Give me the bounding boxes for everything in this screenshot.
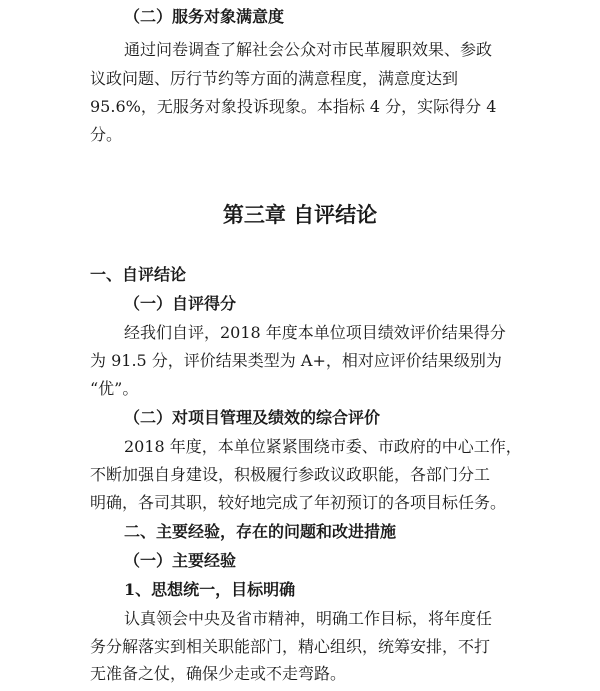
paragraph-line: 2018 年度，本单位紧紧围绕市委、市政府的中心工作， (124, 437, 522, 456)
heading-self-evaluation-conclusion: 一、自评结论 (90, 265, 187, 284)
heading-service-satisfaction: （二）服务对象满意度 (124, 7, 285, 26)
paragraph-line: 经我们自评，2018 年度本单位项目绩效评价结果得分 (124, 323, 506, 342)
chapter-title: 第三章 自评结论 (222, 202, 378, 227)
heading-self-evaluation-score: （一）自评得分 (124, 294, 237, 313)
paragraph-line: “优”。 (90, 379, 139, 398)
paragraph-line: 认真领会中央及省市精神，明确工作目标，将年度任 (124, 609, 493, 628)
paragraph-line: 95.6%，无服务对象投诉现象。本指标 4 分，实际得分 4 (90, 97, 497, 116)
paragraph-line: 不断加强自身建设，积极履行参政议政职能，各部门分工 (90, 465, 491, 484)
paragraph-line: 为 91.5 分，评价结果类型为 A+，相对应评价结果级别为 (90, 351, 502, 370)
paragraph-line: 议政问题、厉行节约等方面的满意程度，满意度达到 (90, 69, 459, 88)
heading-comprehensive-evaluation: （二）对项目管理及绩效的综合评价 (124, 408, 381, 427)
paragraph-line: 通过问卷调查了解社会公众对市民革履职效果、参政 (124, 40, 493, 59)
paragraph-line: 分。 (90, 125, 123, 144)
heading-main-experience: （一）主要经验 (124, 551, 237, 570)
paragraph-line: 无准备之仗，确保少走或不走弯路。 (90, 664, 347, 683)
paragraph-line: 明确，各司其职，较好地完成了年初预订的各项目标任务。 (90, 493, 507, 512)
heading-unified-thinking: 1、思想统一，目标明确 (124, 580, 296, 599)
paragraph-line: 务分解落实到相关职能部门，精心组织，统筹安排，不打 (90, 637, 491, 656)
heading-main-experience-issues: 二、主要经验，存在的问题和改进措施 (124, 522, 397, 541)
